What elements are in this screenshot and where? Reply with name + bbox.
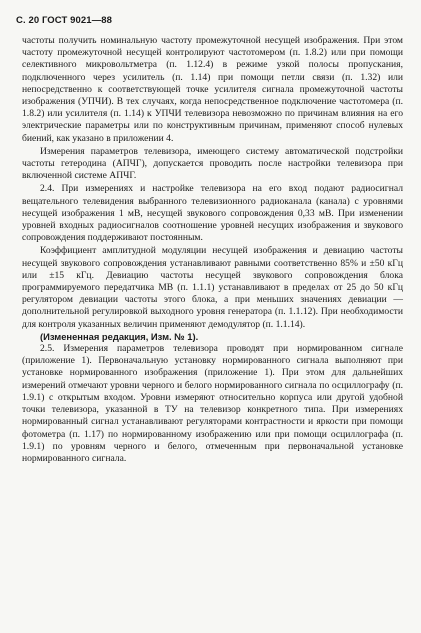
body-text	[22, 35, 403, 465]
paragraph-frequency-setup: частоты получить номинальную частоту промежуточной несущей изображения. При этом частоту промежуточной несущей контролируют частотомером (п. 1.8.2) или при помощи селективного микровольтметра (п. 1.12.4) в режиме узкой полосы пропускания, подключенного через усилитель (п. 1.14) при помощи петли связи (п. 1.32) или непосредственно к соответствующей точке усилителя сигнала промежуточной частоты изображения (УПЧИ). В тех случаях, когда непосредственное подключение частотомера (п. 1.8.2) или усилителя (п. 1.14) к УПЧИ телевизора невозможно по причинам влияния на его электрические параметры или по конструктивным причинам, применяют способ нулевых биений, как указано в приложении 4.	[22, 35, 403, 144]
running-header: С. 20 ГОСТ 9021—88	[16, 15, 113, 26]
paragraph-2-4: 2.4. При измерениях и настройке телевизора на его вход подают радиосигнал вещательного телевидения выбранного телевизионного радиоканала (канала) с уровнями несущей изображения 1 мВ, несущей звукового сопровождения 0,33 мВ. При изменении уровней входных радиосигналов соотношение уровней несущих изображения и звукового сопровождения поддерживают постоянным.	[22, 183, 403, 244]
amendment-note: (Измененная редакция, Изм. № 1).	[40, 330, 199, 342]
paragraph-apchg: Измерения параметров телевизора, имеющего систему автоматической подстройки частоты гетеродина (АПЧГ), допускается проводить после настройки телевизора при включенной системе АПЧГ.	[22, 145, 403, 182]
paragraph-modulation: Коэффициент амплитудной модуляции несущей изображения и девиацию частоты несущей звукового сопровождения устанавливают равными соответственно 85% и ±50 кГц или ±15 кГц. Девиацию частоты несущей звукового сопровождения блока программируемого передатчика МВ (п. 1.1.1) устанавливают в пределах от 25 до 50 кГц регулятором девиации частоты этого блока, а при меньших значениях девиации — дополнительной регулировкой выходного уровня генератора (п. 1.1.12). При необходимости для контроля указанных величин применяют демодулятор (п. 1.1.14).	[22, 245, 403, 330]
paragraph-2-5: 2.5. Измерения параметров телевизора проводят при нормированном сигнале (приложение 1). Первоначальную установку нормированного сигнала выполняют при установке нормированного изображения (приложение 1). При этом для дальнейших измерений отмечают уровни черного и белого нормированного сигнала по осциллографу (п. 1.9.1) с открытым входом. Уровни измеряют относительно корпуса или другой удобной точки телевизора, указанной в ТУ на телевизор конкретного типа. При измерениях нормированный сигнал устанавливают регуляторами контрастности и яркости при помощи фотометра (п. 1.17) по нормированному изображению или при помощи осциллографа (п. 1.9.1) по уровням черного и белого, отмеченным при первоначальной установке нормированного сигнала.	[22, 343, 403, 464]
